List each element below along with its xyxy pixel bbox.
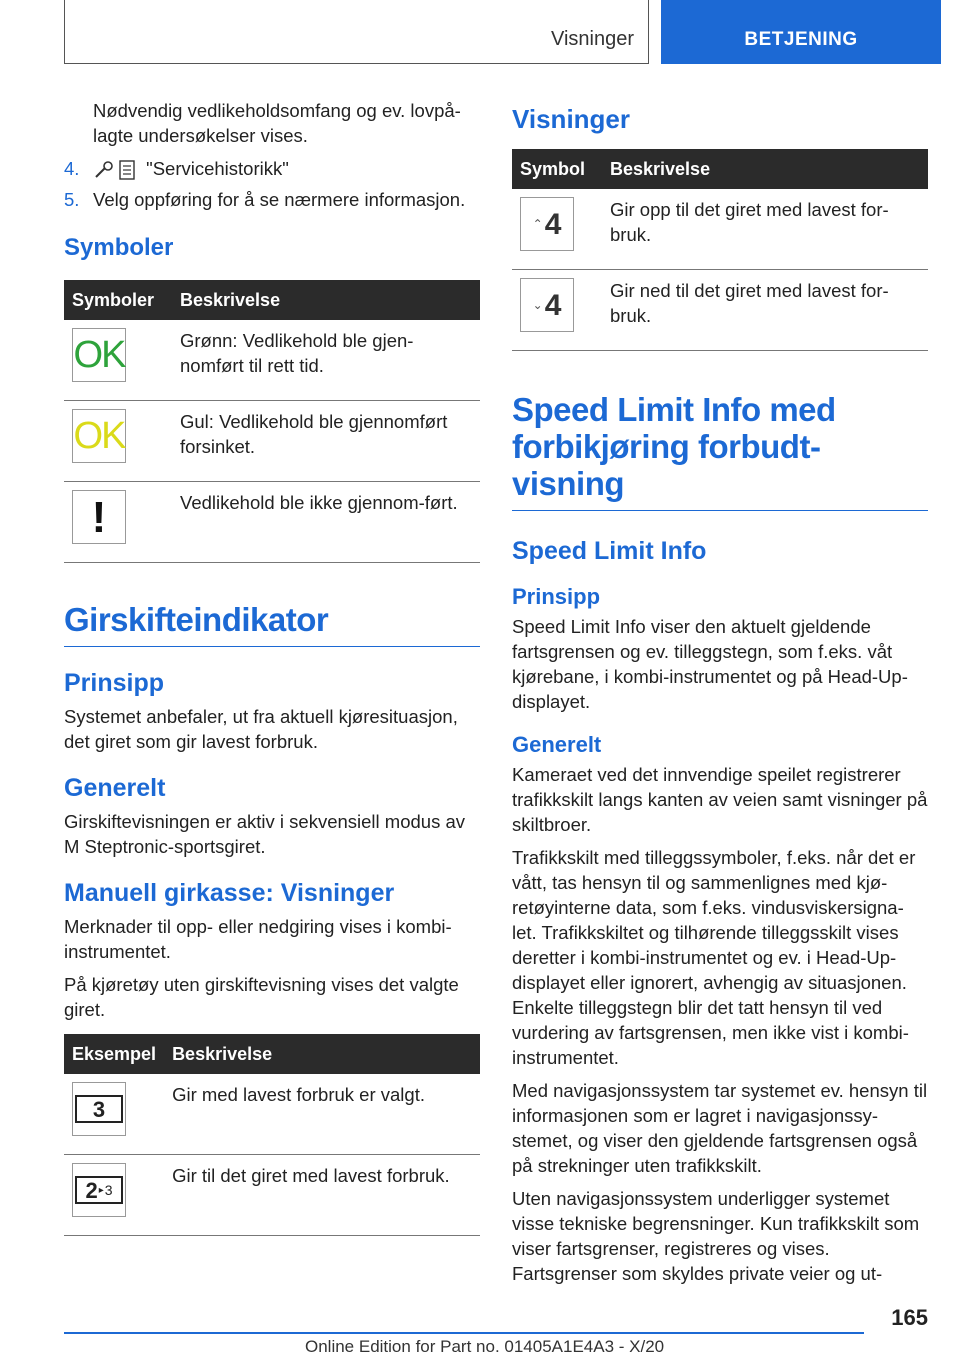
table-row [64,1155,480,1236]
ok-green-icon: OK [72,328,126,382]
step-number: 5. [64,189,80,210]
row-description: Grønn: Vedlikehold ble gjen-nomført til rett tid. [172,320,480,401]
generelt-heading: Generelt [64,774,166,802]
prinsipp-text: Speed Limit Info viser den aktuelt gjeldende fartsgrensen og ev. tilleggstegn, som f.eks. våt kjørebane, i kombi-instrumentet og på Head-Up-displayet. [512,616,908,712]
step-text: "Servicehistorikk" [146,158,289,179]
arrow-down-icon: ⌄ [532,297,543,312]
exclamation-icon: ! [72,490,126,544]
gear-2-to-3-icon: 2 ▸ 3 [72,1163,126,1217]
right-column [512,98,928,1294]
manuell-heading: Manuell girkasse: Visninger [64,879,395,907]
table-header: Symbol [512,149,602,189]
table-row [512,270,928,351]
gear-up-4-icon: ⌃ 4 [520,197,574,251]
manuell-text-2: På kjøretøy uten girskiftevisning vises det valgte giret. [64,974,459,1020]
page-number: 165 [891,1305,928,1330]
generelt-text: Girskiftevisningen er aktiv i sekvensiell modus av M Steptronic-sportsgiret. [64,811,465,857]
table-header: Eksempel [64,1034,164,1074]
gear-down-4-icon: ⌄ 4 [520,278,574,332]
generelt-paragraph-2: Trafikkskilt med tilleggssymboler, f.eks. når det er vått, tas hensyn til og sammenlignes med kjø-retøyinterne data, som f.eks. vindusviskersigna-let. Trafikkskiltet og tilhørende tilleggsskilt vises deretter i kombi-instrumentet og ev. i Head-Up-displayet eller ignorert, avhengig av situasjonen. Enkelte tilleggstegn blir det tatt hensyn til ved vurdering av fartsgrensen, men ikke vist i kombi-instrumentet. [512,847,916,1068]
left-column [64,98,480,1236]
row-description: Gir med lavest forbruk er valgt. [164,1074,480,1155]
intro-text: Nødvendig vedlikeholdsomfang og ev. lovpå-lagte undersøkelser vises. [93,100,461,146]
table-row [512,189,928,270]
visninger-table [512,149,928,351]
generelt-paragraph-3: Med navigasjonssystem tar systemet ev. hensyn til informasjonen som er lagret i navigasjonssy-stemet, og viser den gjeldende fartsgrensen også på strekninger uten trafikkskilt. [512,1080,928,1176]
table-header: Beskrivelse [172,280,480,320]
eksempel-table [64,1034,480,1236]
row-description: Gul: Vedlikehold ble gjennomført forsinket. [172,401,480,482]
speed-limit-heading: Speed Limit Info med forbikjøring forbudt-visning [512,391,928,511]
step-4 [64,156,480,181]
girskifteindikator-heading: Girskifteindikator [64,601,480,647]
manuell-text-1: Merknader til opp- eller nedgiring vises i kombi-instrumentet. [64,916,452,962]
table-row [64,320,480,401]
arrow-right-icon: ▸ [98,1184,104,1196]
header-section-box [64,0,649,64]
table-row [64,1074,480,1155]
footer-divider [64,1332,864,1334]
header-chapter-label: BETJENING [744,29,858,50]
row-description: Gir ned til det giret med lavest for-bruk. [602,270,928,351]
arrow-up-icon: ⌃ [532,216,543,231]
table-row [64,482,480,563]
gear-3-icon: 3 [72,1082,126,1136]
step-5 [64,187,480,212]
header-chapter-tab[interactable] [661,0,941,64]
row-description: Vedlikehold ble ikke gjennom-ført. [172,482,480,563]
sli-heading: Speed Limit Info [512,537,707,565]
generelt-heading: Generelt [512,732,602,757]
symboler-table [64,280,480,563]
generelt-paragraph-4: Uten navigasjonssystem underligger systemet visse tekniske begrensninger. Kun trafikkskilt som viser fartsgrenser, registreres og vises. Fartsgrenser som skyldes private veier og ut- [512,1188,920,1284]
step-text: Velg oppføring for å se nærmere informasjon. [93,189,466,210]
table-row [64,401,480,482]
footer-edition-text: Online Edition for Part no. 01405A1E4A3 - X/20 [305,1337,665,1356]
ok-yellow-icon: OK [72,409,126,463]
table-header: Symboler [64,280,172,320]
step-number: 4. [64,158,80,179]
table-header: Beskrivelse [164,1034,480,1074]
row-description: Gir til det giret med lavest forbruk. [164,1155,480,1236]
prinsipp-text: Systemet anbefaler, ut fra aktuell kjøresituasjon, det giret som gir lavest forbruk. [64,706,458,752]
row-description: Gir opp til det giret med lavest for-bruk. [602,189,928,270]
generelt-paragraph-1: Kameraet ved det innvendige speilet registrerer trafikkskilt langs kanten av veien samt visninger på skiltbroer. [512,764,928,835]
wrench-icon [93,160,115,180]
prinsipp-heading: Prinsipp [64,669,165,697]
service-list-icon [119,160,135,180]
header-section-title: Visninger [550,28,634,50]
prinsipp-heading: Prinsipp [512,584,601,609]
table-header: Beskrivelse [602,149,928,189]
visninger-heading: Visninger [512,104,631,134]
symboler-heading: Symboler [64,234,174,261]
